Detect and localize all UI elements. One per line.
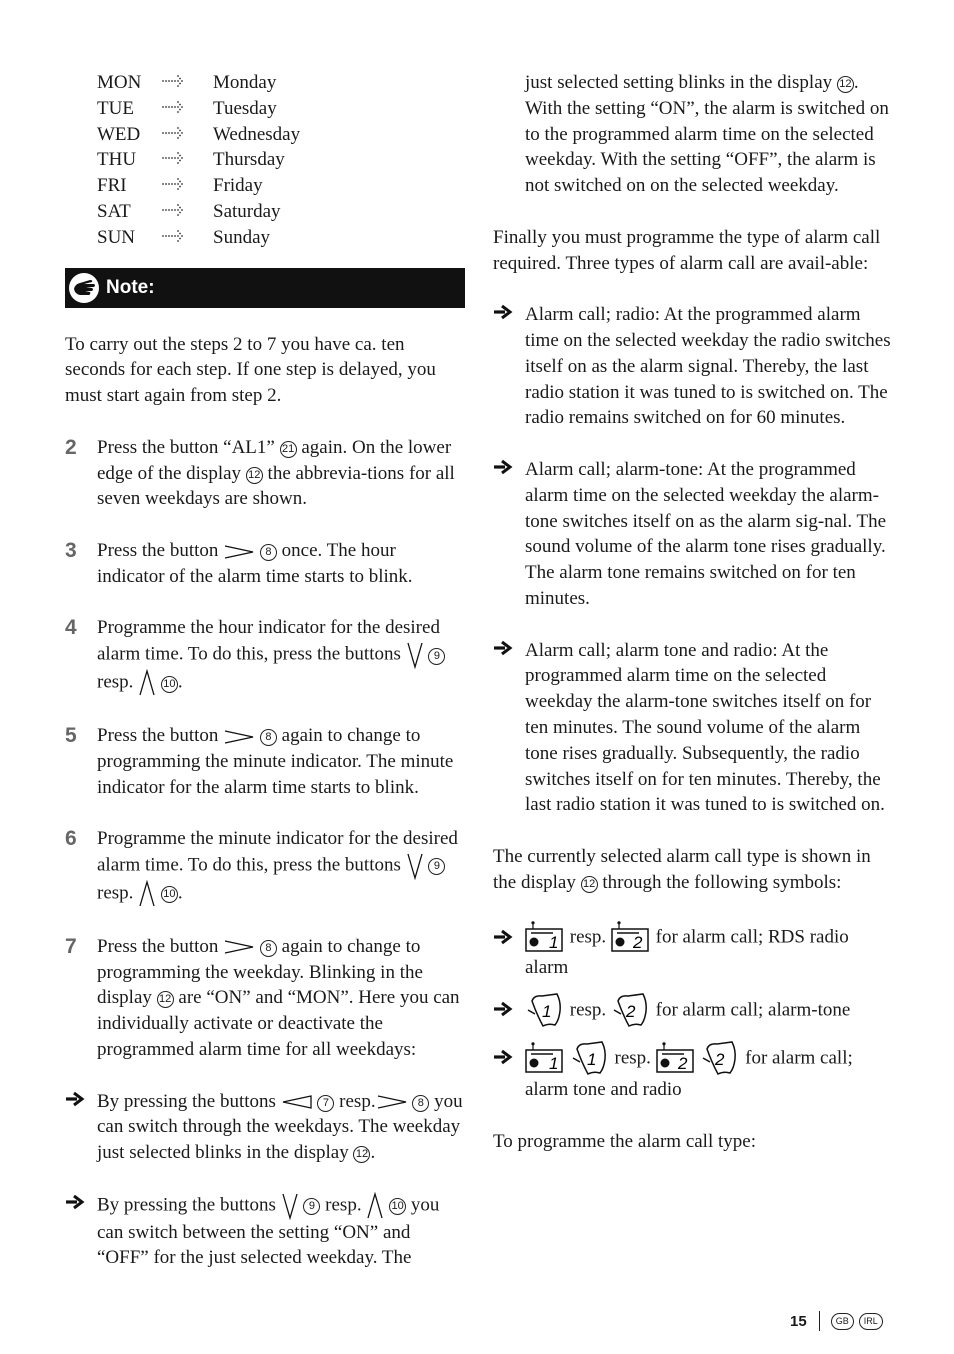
svg-text:1: 1 (549, 933, 559, 953)
right-triangle-button-icon (223, 939, 255, 955)
symbols-intro: The currently selected alarm call type is shown in the display 12 through the following symbols: (493, 845, 871, 893)
ref-10: 10 (161, 886, 178, 903)
weekday-row (97, 199, 300, 225)
ref-9: 9 (303, 1198, 320, 1215)
step-6: 6 Programme the minute indicator for the desired alarm time. To do this, press the buttons 9 resp. 10 . (65, 826, 465, 908)
step-number: 2 (65, 435, 77, 459)
ref-12: 12 (837, 76, 854, 93)
weekday-row (97, 225, 300, 251)
arrow-right-icon (493, 1049, 513, 1065)
weekday-name: Sunday (213, 226, 270, 248)
ref-7: 7 (317, 1095, 334, 1112)
svg-text:2: 2 (625, 1002, 636, 1022)
ref-10: 10 (161, 676, 178, 693)
symbol-alarm-tone: 1 resp. 2 for alarm call; alarm-tone (493, 993, 893, 1029)
ref-9: 9 (428, 648, 445, 665)
radio-2-icon (611, 921, 651, 955)
weekday-abbr: WED (97, 123, 141, 145)
weekday-table (97, 70, 300, 251)
arrow-right-icon (65, 1091, 85, 1107)
down-triangle-button-icon (406, 852, 424, 880)
step-4: 4 Programme the hour indicator for the desired alarm time. To do this, press the buttons 9 resp. 10 . (65, 615, 465, 697)
step-7: 7 Press the button 8 again to change to programming the weekday. Blinking in the display 12 are “ON” and “MON”. Here you can individually activate or deactivate the programmed alarm time for all weekdays: (65, 934, 460, 1060)
weekday-row (97, 122, 300, 148)
weekday-abbr: TUE (97, 97, 134, 119)
page-number: 15 (790, 1312, 807, 1330)
alarm-type-text: Alarm call; alarm tone and radio: At the programmed alarm time on the selected weekday the alarm-tone switches itself on for ten minutes. The sound volume of the alarm tone rises gradually. Subsequently, the radio switches itself on for ten minutes. Thereby, the last radio station it was tuned to is switched on. (525, 639, 885, 816)
up-triangle-button-icon (138, 669, 156, 697)
bell-2-icon (611, 993, 651, 1029)
right-triangle-button-icon (223, 729, 255, 745)
arrow-right-icon (493, 304, 513, 320)
alarm-type-text: Alarm call; alarm-tone: At the programmed alarm time on the selected weekday the alarm-tone switches itself on as the alarm sig-nal. The sound volume of the alarm tone rises gradually. The alarm tone remains switched on for ten minutes. (525, 458, 887, 609)
step-3: 3 Press the button 8 once. The hour indicator of the alarm time starts to blink. (65, 538, 413, 587)
weekday-name: Monday (213, 72, 277, 93)
bell-2-icon (700, 1041, 740, 1077)
ref-8: 8 (260, 940, 277, 957)
weekday-name: Friday (213, 175, 263, 197)
page-footer (790, 1311, 888, 1331)
radio-2-icon (656, 1042, 696, 1076)
arrow-right-icon (493, 640, 513, 656)
svg-text:2: 2 (715, 1050, 725, 1070)
step-5: 5 Press the button 8 again to change to programming the minute indicator. The minute indicator for the alarm time starts to blink. (65, 723, 454, 798)
symbol-alarm-tone-radio: 1 1 resp. 2 2 for alarm call; alarm tone and radio (493, 1041, 893, 1103)
ref-12: 12 (353, 1146, 370, 1163)
alarm-type-bullet (493, 302, 893, 431)
alarm-type-text: Alarm call; radio: At the programmed alarm time on the selected weekday the radio switches itself on as the alarm signal. Thereby, the last radio station it was tuned to is switched on. The radio remains switched on for 60 minutes. (525, 304, 891, 429)
weekday-row (97, 70, 300, 96)
weekday-name: Thursday (213, 149, 285, 171)
dotted-arrow-icon (161, 173, 213, 199)
bell-1-icon (570, 1041, 610, 1077)
ref-12: 12 (581, 876, 598, 893)
ref-10: 10 (389, 1198, 406, 1215)
weekday-row (97, 147, 300, 173)
dotted-arrow-icon (161, 225, 213, 251)
weekday-name: Wednesday (213, 123, 301, 145)
outro-text: To programme the alarm call type: (493, 1131, 756, 1153)
bullet-weekday-switch: By pressing the buttons 7 resp. 8 you can switch through the weekdays. The weekday just selected blinks in the display 12 . (65, 1089, 465, 1166)
svg-text:2: 2 (677, 1054, 688, 1074)
left-column (65, 70, 465, 1271)
dotted-arrow-icon (161, 96, 213, 122)
symbol-radio: 1 resp. 2 for alarm call; RDS radio alarm (493, 921, 893, 981)
bullet-on-off-switch: By pressing the buttons 9 resp. 10 you can switch between the setting “ON” and “OFF” for the just selected weekday. The (65, 1192, 465, 1272)
ref-8: 8 (260, 729, 277, 746)
svg-text:1: 1 (586, 1050, 597, 1070)
left-triangle-button-icon (281, 1094, 313, 1110)
ref-8: 8 (260, 544, 277, 561)
alarm-type-bullet (493, 457, 893, 612)
right-triangle-button-icon (223, 544, 255, 560)
weekday-row (97, 96, 300, 122)
right-triangle-button-icon (376, 1094, 408, 1110)
weekday-abbr: THU (97, 149, 137, 171)
note-title: Note: (106, 276, 155, 298)
weekday-abbr: SAT (97, 200, 131, 222)
ref-8: 8 (412, 1095, 429, 1112)
note-text: To carry out the steps 2 to 7 you have ca. ten seconds for each step. If one step is delayed, you must start again from step 2. (65, 333, 436, 407)
svg-text:1: 1 (542, 1002, 552, 1022)
country-badge-irl: IRL (859, 1313, 883, 1330)
arrow-right-icon (493, 929, 513, 945)
weekday-name: Saturday (213, 200, 281, 222)
radio-1-icon (525, 921, 565, 955)
step-2: 2 Press the button “AL1” 21 again. On the lower edge of the display 12 the abbrevia-tions for all seven weekdays are shown. (65, 435, 465, 512)
arrow-right-icon (493, 1001, 513, 1017)
ref-12: 12 (246, 467, 263, 484)
dotted-arrow-icon (161, 147, 213, 173)
pointing-hand-icon (68, 272, 100, 304)
svg-text:2: 2 (632, 933, 643, 953)
radio-1-icon (525, 1042, 565, 1076)
weekday-row (97, 173, 300, 199)
bell-1-icon (525, 993, 565, 1029)
ref-12: 12 (157, 991, 174, 1008)
weekday-abbr: SUN (97, 226, 136, 248)
country-badge-gb: GB (831, 1313, 854, 1330)
alarm-types-intro: Finally you must programme the type of alarm call required. Three types of alarm call are avail-able: (493, 226, 881, 274)
up-triangle-button-icon (366, 1192, 384, 1220)
ref-9: 9 (428, 858, 445, 875)
weekday-abbr: MON (97, 72, 142, 93)
arrow-right-icon (493, 459, 513, 475)
ref-21: 21 (280, 441, 297, 458)
dotted-arrow-icon (161, 70, 213, 96)
arrow-right-icon (65, 1194, 85, 1210)
down-triangle-button-icon (281, 1192, 299, 1220)
continuation-text: just selected setting blinks in the display 12 . With the setting “ON”, the alarm is switched on to the programmed alarm time on the selected weekday. With the setting “OFF”, the alarm is not switched on on the selected weekday. (525, 72, 889, 197)
dotted-arrow-icon (161, 199, 213, 225)
weekday-abbr: FRI (97, 175, 127, 197)
footer-divider (819, 1311, 820, 1331)
alarm-type-bullet (493, 638, 893, 819)
dotted-arrow-icon (161, 122, 213, 148)
note-bar (65, 268, 465, 308)
right-column (493, 70, 893, 1155)
up-triangle-button-icon (138, 880, 156, 908)
svg-text:1: 1 (549, 1054, 559, 1074)
weekday-name: Tuesday (213, 97, 277, 119)
down-triangle-button-icon (406, 641, 424, 669)
